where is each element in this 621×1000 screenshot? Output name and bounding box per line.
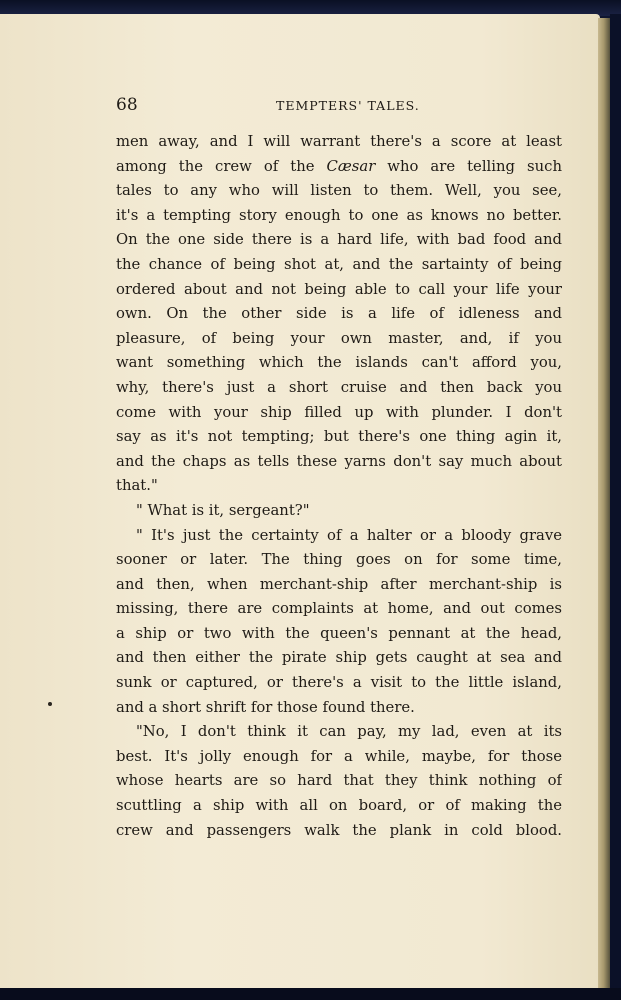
text-line: that." [116,477,158,495]
text-line: come with your ship filled up with plunder. I don't [116,403,562,421]
text-line: " It's just the certainty of a halter or a bloody grave [136,526,562,544]
text-line: sunk or captured, or there's a visit to the little island, [116,674,562,692]
body-text [116,130,562,843]
text-line: and then either the pirate ship gets caught at sea and [116,649,562,667]
text-line: want something which the islands can't afford you, [116,354,562,372]
text-line: "No, I don't think it can pay, my lad, even at its [136,723,562,741]
text-line: tales to any who will listen to them. Well, you see, [116,182,562,200]
text-line: scuttling a ship with all on board, or of making the [116,797,562,815]
ink-speck [48,702,52,706]
text-line: pleasure, of being your own master, and, if you [116,329,562,347]
text-line: and then, when merchant-ship after merchant-ship is [116,575,562,593]
text-line: crew and passengers walk the plank in cold blood. [116,821,562,839]
text-line: best. It's jolly enough for a while, maybe, for those [116,747,562,765]
text-line: say as it's not tempting; but there's one thing agin it, [116,428,562,446]
text-line: " What is it, sergeant?" [136,501,310,519]
text-line: whose hearts are so hard that they think nothing of [116,772,562,790]
text-line: and a short shrift for those found there. [116,698,415,716]
text-line: why, there's just a short cruise and then back you [116,378,562,396]
book-cover-edge [610,14,621,994]
text-line: and the chaps as tells these yarns don't say much about [116,452,562,470]
text-line: own. On the other side is a life of idleness and [116,305,562,323]
ship-name: Cæsar [326,157,376,175]
text-line: a ship or two with the queen's pennant at the head, [116,624,562,642]
text-line: On the one side there is a hard life, with bad food and [116,231,562,249]
text-line: it's a tempting story enough to one as knows no better. [116,206,562,224]
text-line: the chance of being shot at, and the sartainty of being [116,255,562,273]
text-line: among the crew of the Cæsar who are telling such [116,157,562,175]
book-bottom-edge [0,988,621,1000]
running-title: TEMPTERS' TALES. [276,98,420,113]
page-number: 68 [116,95,138,115]
text-line: missing, there are complaints at home, and out comes [116,600,562,618]
page-header [116,95,562,119]
text-line: sooner or later. The thing goes on for some time, [116,551,562,569]
text-line: ordered about and not being able to call your life your [116,280,562,298]
text-line: men away, and I will warrant there's a score at least [116,133,562,150]
